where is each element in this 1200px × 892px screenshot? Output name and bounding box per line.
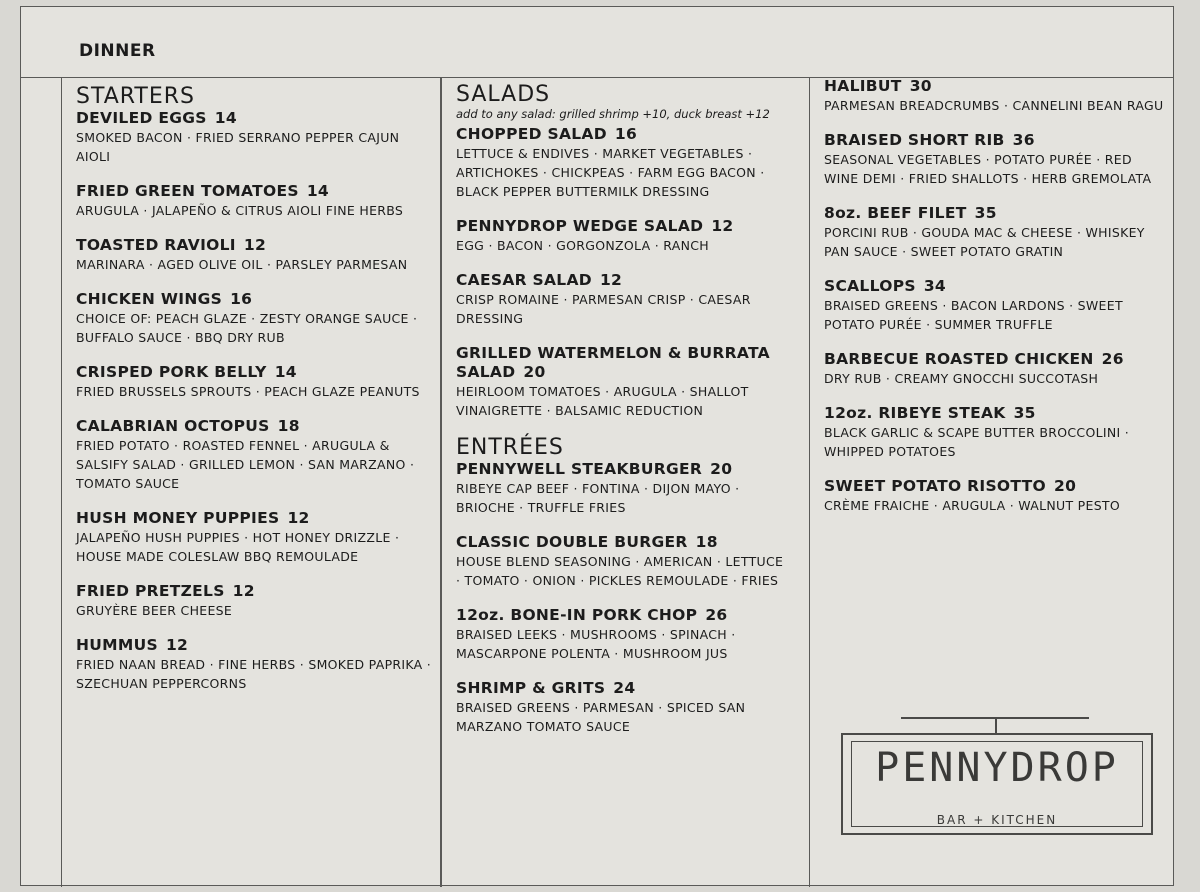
menu-item [76,109,434,166]
menu-item-price: 12 [599,271,623,289]
menu-item [76,417,434,493]
menu-item-header [76,417,434,436]
menu-title: DINNER [79,41,156,61]
menu-item-description: SMOKED BACON · FRIED SERRANO PEPPER CAJUN AIOLI [76,130,400,164]
menu-item-header [76,509,434,528]
menu-item [824,404,1169,461]
menu-item-description: HOUSE BLEND SEASONING · AMERICAN · LETTUCE · TOMATO · ONION · PICKLES REMOULADE · FRIES [456,554,784,588]
menu-item-header [456,125,791,144]
menu-item-description: BRAISED GREENS · PARMESAN · SPICED SAN MARZANO TOMATO SAUCE [456,700,746,734]
menu-item-header [824,477,1169,496]
starters-list [76,109,434,693]
menu-item-description: CRISP ROMAINE · PARMESAN CRISP · CAESAR DRESSING [456,292,751,326]
menu-item-price: 20 [710,460,733,478]
menu-item [824,77,1169,115]
menu-item-description: FRIED NAAN BREAD · FINE HERBS · SMOKED PAPRIKA · SZECHUAN PEPPERCORNS [76,657,432,691]
menu-item-price: 35 [974,204,997,222]
menu-item-price: 16 [230,290,253,308]
menu-item-price: 12 [287,509,310,527]
menu-item-name: 12oz. RIBEYE STEAK [824,404,1006,422]
menu-item-header [76,636,434,655]
menu-item [76,363,434,401]
menu-item-name: PENNYDROP WEDGE SALAD [456,217,704,235]
salads-heading: SALADS [456,82,551,107]
menu-item-price: 26 [1101,350,1124,368]
menu-item-name: 8oz. BEEF FILET [824,204,967,222]
entrees-heading: ENTRÉES [456,435,564,460]
menu-item-description: HEIRLOOM TOMATOES · ARUGULA · SHALLOT VINAIGRETTE · BALSAMIC REDUCTION [456,384,749,418]
menu-item-name: TOASTED RAVIOLI [76,236,236,254]
menu-item-description: FRIED BRUSSELS SPROUTS · PEACH GLAZE PEANUTS [76,384,420,399]
menu-item [76,636,434,693]
menu-item-name: BRAISED SHORT RIB [824,131,1005,149]
menu-item [76,236,434,274]
menu-item-header [456,533,791,552]
starters-heading: STARTERS [76,84,196,109]
menu-item [76,290,434,347]
menu-item-header [456,460,791,479]
menu-item [456,217,791,255]
menu-item [824,204,1169,261]
menu-item-description: LETTUCE & ENDIVES · MARKET VEGETABLES · ARTICHOKES · CHICKPEAS · FARM EGG BACON · BLACK PEPPER BUTTERMILK DRESSING [456,146,765,199]
pennydrop-logo [841,717,1153,835]
menu-item-price: 36 [1012,131,1035,149]
menu-item-price: 20 [523,363,546,381]
menu-item-price: 14 [214,109,237,127]
menu-item-price: 26 [705,606,728,624]
starters-column [61,77,441,887]
salads-addon-note: add to any salad: grilled shrimp +10, duck breast +12 [456,107,770,121]
menu-item [824,131,1169,188]
menu-item-header [456,271,791,290]
menu-item-header [824,404,1169,423]
menu-item-description: CRÈME FRAICHE · ARUGULA · WALNUT PESTO [824,498,1121,513]
menu-item-description: PORCINI RUB · GOUDA MAC & CHEESE · WHISKEY PAN SAUCE · SWEET POTATO GRATIN [824,225,1145,259]
menu-item-price: 34 [923,277,947,295]
menu-item-description: BRAISED LEEKS · MUSHROOMS · SPINACH · MASCARPONE POLENTA · MUSHROOM JUS [456,627,736,661]
menu-item [456,533,791,590]
menu-item-name: CAESAR SALAD [456,271,592,289]
menu-item-name: PENNYWELL STEAKBURGER [456,460,703,478]
menu-item-header [824,204,1169,223]
menu-item-description: MARINARA · AGED OLIVE OIL · PARSLEY PARMESAN [76,257,408,272]
menu-item-description: BRAISED GREENS · BACON LARDONS · SWEET POTATO PURÉE · SUMMER TRUFFLE [824,298,1123,332]
menu-item-price: 24 [613,679,636,697]
menu-item-name: SHRIMP & GRITS [456,679,606,697]
menu-item-header [76,236,434,255]
menu-item-header [456,344,791,382]
menu-item-price: 18 [277,417,300,435]
menu-item-header [456,606,791,625]
menu-item-header [76,290,434,309]
menu-item-price: 14 [306,182,329,200]
menu-item-price: 35 [1013,404,1036,422]
menu-item [456,679,791,736]
menu-item-name: CHOPPED SALAD [456,125,607,143]
menu-item-name: HALIBUT [824,77,902,95]
menu-item-description: RIBEYE CAP BEEF · FONTINA · DIJON MAYO · BRIOCHE · TRUFFLE FRIES [456,481,740,515]
menu-page [20,6,1174,886]
menu-item-price: 16 [614,125,638,143]
menu-item [456,125,791,201]
menu-item-price: 20 [1053,477,1077,495]
menu-item-header [824,131,1169,150]
menu-item-name: SCALLOPS [824,277,916,295]
menu-item-description: BLACK GARLIC & SCAPE BUTTER BROCCOLINI · WHIPPED POTATOES [824,425,1130,459]
logo-name: PENNYDROP [875,745,1119,791]
menu-item [76,582,434,620]
entrees-list [456,460,791,736]
menu-item [824,477,1169,515]
menu-item-description: GRUYÈRE BEER CHEESE [76,603,233,618]
menu-item-description: CHOICE OF: PEACH GLAZE · ZESTY ORANGE SAUCE · BUFFALO SAUCE · BBQ DRY RUB [76,311,418,345]
menu-item-price: 30 [909,77,932,95]
menu-item-name: CRISPED PORK BELLY [76,363,267,381]
menu-item [824,277,1169,334]
menu-item-price: 12 [711,217,734,235]
menu-item-description: FRIED POTATO · ROASTED FENNEL · ARUGULA & SALSIFY SALAD · GRILLED LEMON · SAN MARZANO · TOMATO SAUCE [76,438,415,491]
logo-subtitle: BAR + KITCHEN [936,813,1058,827]
menu-item-description: ARUGULA · JALAPEÑO & CITRUS AIOLI FINE HERBS [76,203,404,218]
menu-item-price: 12 [232,582,255,600]
menu-item-name: HUMMUS [76,636,158,654]
menu-item-name: CALABRIAN OCTOPUS [76,417,270,435]
menu-item-name: 12oz. BONE-IN PORK CHOP [456,606,698,624]
menu-item-name: DEVILED EGGS [76,109,207,127]
menu-item-price: 18 [695,533,718,551]
menu-item-description: EGG · BACON · GORGONZOLA · RANCH [456,238,709,253]
menu-item-name: FRIED GREEN TOMATOES [76,182,299,200]
menu-item-header [456,217,791,236]
menu-item [456,460,791,517]
salads-list [456,125,791,420]
menu-item [456,606,791,663]
salads-entrees-column [441,77,797,887]
menu-item-name: CLASSIC DOUBLE BURGER [456,533,688,551]
menu-item-price: 14 [274,363,297,381]
menu-item-description: SEASONAL VEGETABLES · POTATO PURÉE · RED WINE DEMI · FRIED SHALLOTS · HERB GREMOLATA [824,152,1152,186]
menu-item-description: JALAPEÑO HUSH PUPPIES · HOT HONEY DRIZZLE · HOUSE MADE COLESLAW BBQ REMOULADE [76,530,400,564]
menu-item-header [456,679,791,698]
menu-item-header [76,182,434,201]
menu-item-name: SWEET POTATO RISOTTO [824,477,1046,495]
menu-item-name: CHICKEN WINGS [76,290,223,308]
mains-list [824,77,1169,515]
menu-item [456,344,791,420]
menu-item-description: PARMESAN BREADCRUMBS · CANNELINI BEAN RAGU [824,98,1164,113]
menu-item-price: 12 [165,636,189,654]
menu-item-header [824,350,1169,369]
menu-item [824,350,1169,388]
menu-item [76,509,434,566]
menu-item [76,182,434,220]
menu-item-header [76,363,434,382]
menu-item-price: 12 [243,236,267,254]
menu-item-header [76,582,434,601]
menu-item-description: DRY RUB · CREAMY GNOCCHI SUCCOTASH [824,371,1099,386]
menu-item-header [76,109,434,128]
menu-item-header [824,277,1169,296]
menu-item [456,271,791,328]
menu-item-name: FRIED PRETZELS [76,582,225,600]
menu-item-name: GRILLED WATERMELON & BURRATA SALAD [456,344,770,381]
menu-item-header [824,77,1169,96]
menu-item-name: BARBECUE ROASTED CHICKEN [824,350,1094,368]
menu-item-name: HUSH MONEY PUPPIES [76,509,280,527]
logo-stem [995,717,997,733]
